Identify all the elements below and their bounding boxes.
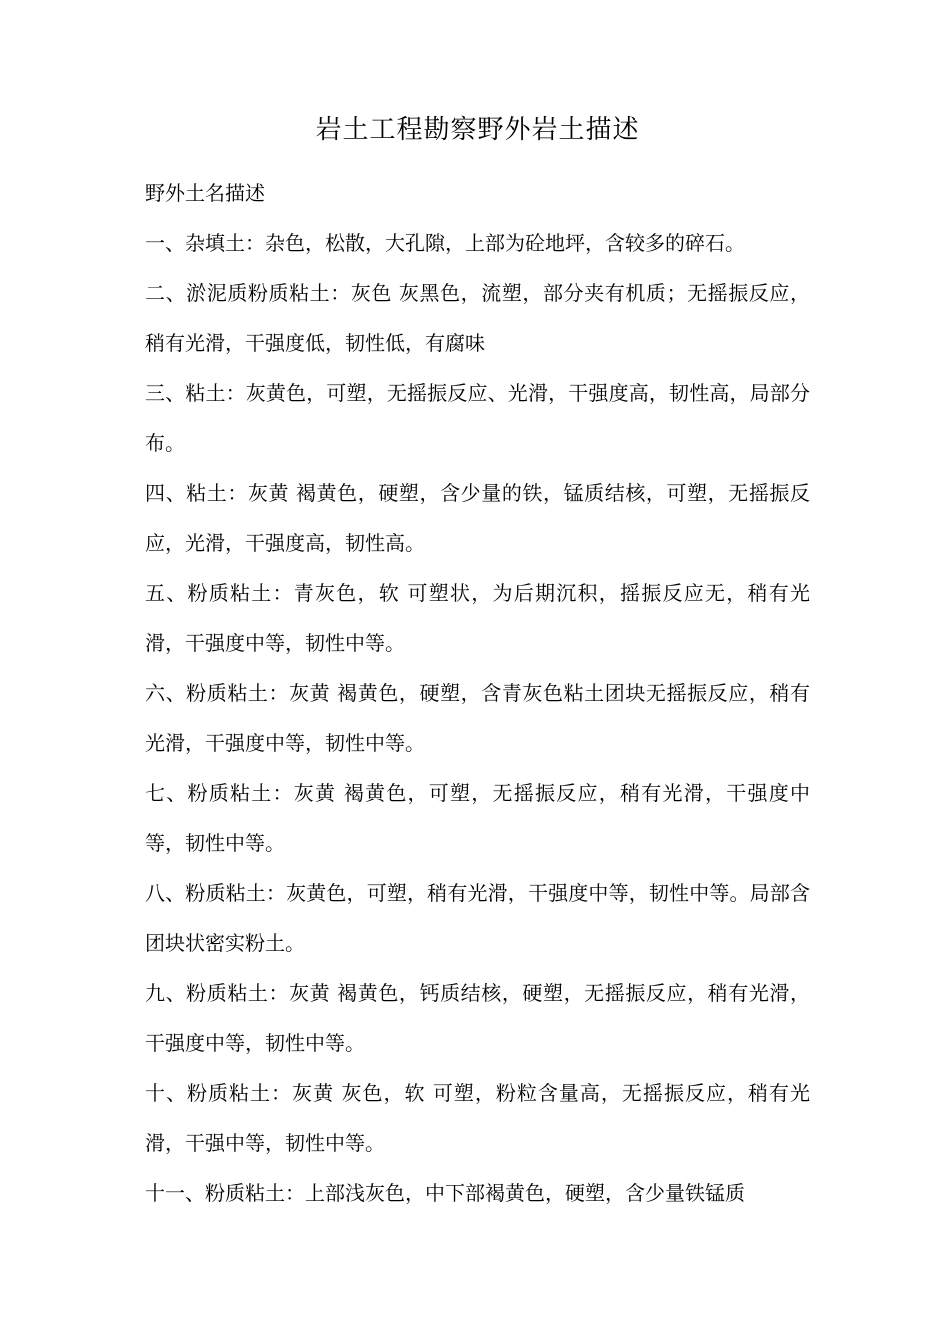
soil-entry-11: 十一、粉质粘土：上部浅灰色，中下部褐黄色，硬塑，含少量铁锰质 (145, 1181, 745, 1205)
soil-entry-9: 九、粉质粘土：灰黄 褐黄色，钙质结核，硬塑，无摇振反应，稍有光滑，干强度中等，韧性中等。 (145, 981, 810, 1055)
soil-entry-5: 五、粉质粘土：青灰色，软 可塑状，为后期沉积，摇振反应无，稍有光滑，干强度中等，韧性中等。 (145, 581, 810, 655)
document-title: 岩土工程勘察野外岩土描述 (315, 115, 640, 145)
soil-entry-10: 十、粉质粘土：灰黄 灰色，软 可塑，粉粒含量高，无摇振反应，稍有光滑，干强中等，韧性中等。 (145, 1081, 810, 1155)
soil-entry-2: 二、淤泥质粉质粘土：灰色 灰黑色，流塑，部分夹有机质；无摇振反应，稍有光滑，干强度低，韧性低，有腐味 (145, 281, 810, 355)
soil-entry-4: 四、粘土：灰黄 褐黄色，硬塑，含少量的铁，锰质结核，可塑，无摇振反应，光滑，干强度高，韧性高。 (145, 481, 810, 555)
soil-entry-6: 六、粉质粘土：灰黄 褐黄色，硬塑，含青灰色粘土团块无摇振反应，稍有光滑，干强度中等，韧性中等。 (145, 681, 810, 755)
section-subheading: 野外土名描述 (145, 181, 265, 205)
soil-entry-1: 一、杂填土：杂色，松散，大孔隙，上部为砼地坪，含较多的碎石。 (145, 231, 745, 255)
soil-description-list (145, 218, 810, 1218)
soil-entry-3: 三、粘土：灰黄色，可塑，无摇振反应、光滑，干强度高，韧性高，局部分布。 (145, 381, 810, 455)
soil-entry-7: 七、粉质粘土：灰黄 褐黄色，可塑，无摇振反应，稍有光滑，干强度中等，韧性中等。 (145, 781, 810, 855)
soil-entry-8: 八、粉质粘土：灰黄色，可塑，稍有光滑，干强度中等，韧性中等。局部含团块状密实粉土。 (145, 881, 810, 955)
